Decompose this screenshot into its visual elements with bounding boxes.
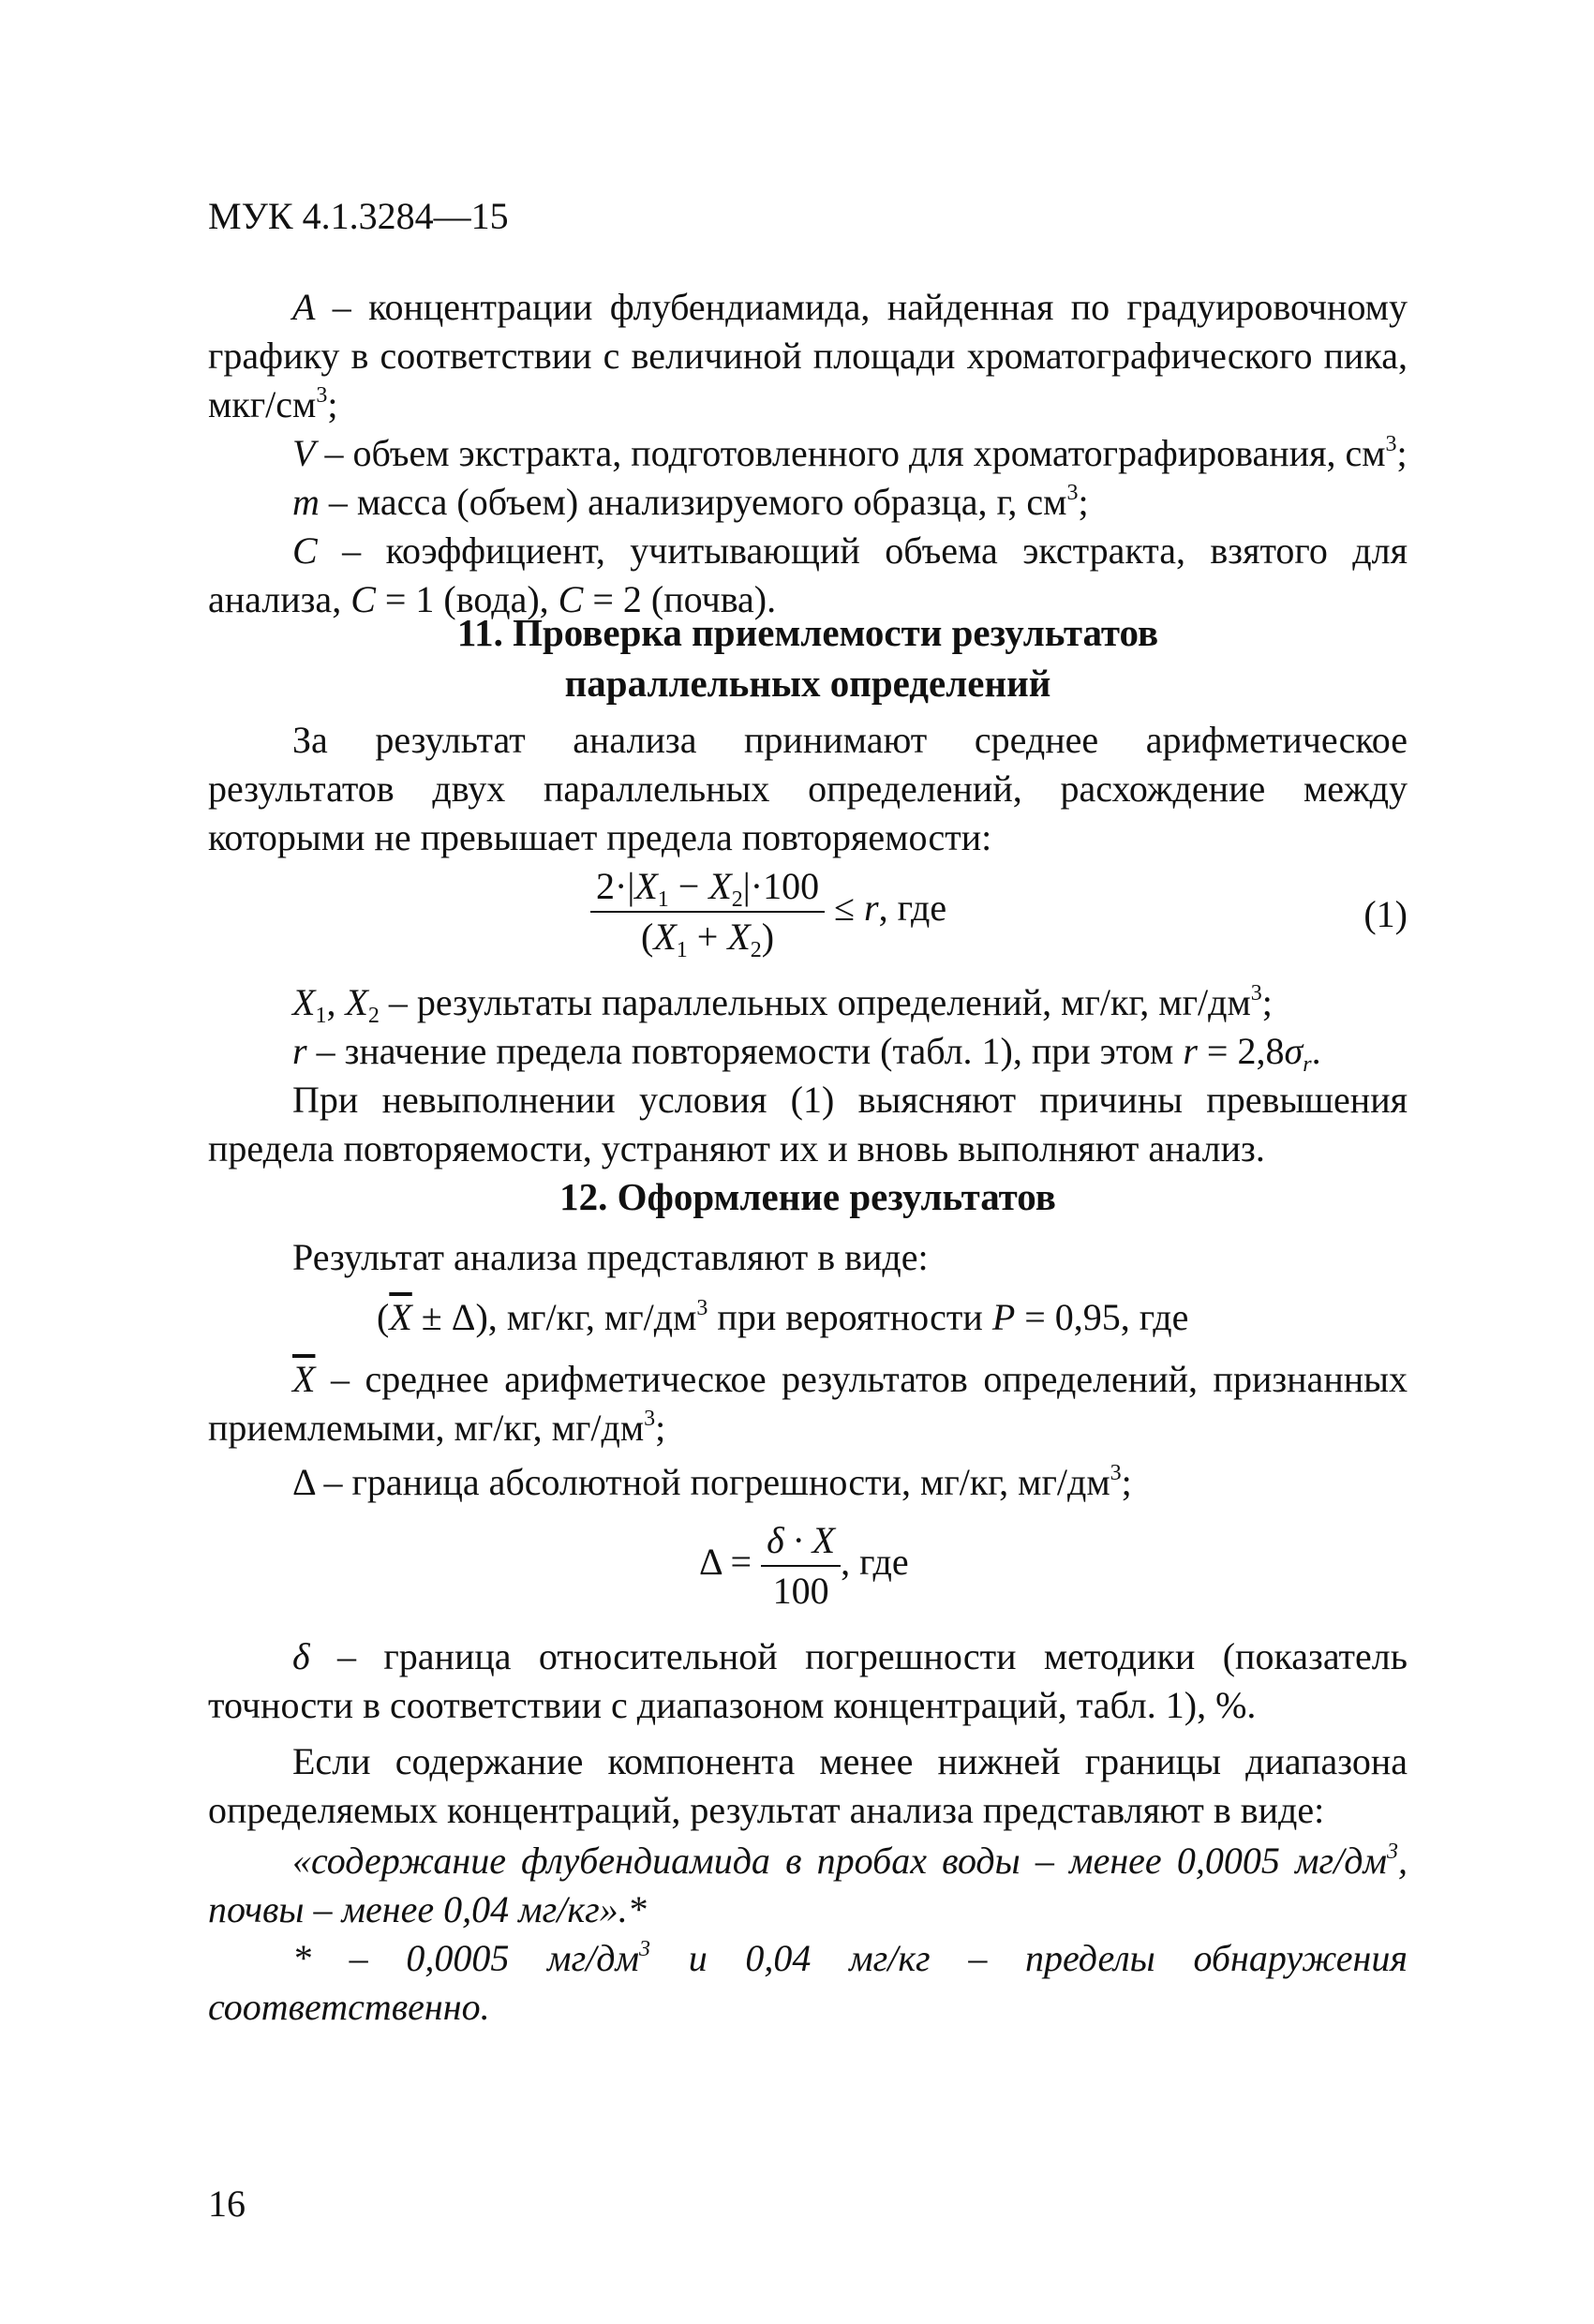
definition-delta: Δ – граница абсолютной погрешности, мг/кг, $мг/дм^3$; <box>292 1461 1132 1503</box>
delta-formula-fraction: $\frac{\delta \cdot X}{100}$ <box>761 1516 841 1616</box>
definition-v: V – объем экстракта, подготовленного для хроматографирования, $см^3$; <box>292 432 1408 474</box>
formula-1-number: (1) <box>1363 893 1408 935</box>
footnote: * – 0,0005 $мг/дм^3$ и 0,04 мг/кг – пределы обнаружения соответственно. <box>208 1937 1408 2028</box>
section-12 <box>208 1171 1408 2032</box>
result-quote: «содержание флубендиамида в пробах воды – менее 0,0005 $мг/дм^3$, почвы – менее 0,04 мг/кг».* <box>208 1840 1408 1930</box>
definition-xbar: $\overline{X}$ – среднее арифметическое результатов определений, признанных приемлемыми, мг/кг, $мг/дм^3$; <box>208 1358 1408 1449</box>
definition-a: A – концентрации флубендиамида, найденная по градуировочному графику в соответствии с величиной площади хроматографического пика, мкг/$см^3$; <box>208 286 1408 425</box>
doc-header <box>208 192 1408 241</box>
section-12-paragraph: Результат анализа представляют в виде: <box>292 1236 929 1278</box>
section-11-paragraph-2: При невыполнении условия (1) выясняют причины превышения предела повторяемости, устраняют их и вновь выполняют анализ. <box>208 1079 1408 1169</box>
document-page <box>208 0 1408 2324</box>
section-12-paragraph-2: Если содержание компонента менее нижней границы диапазона определяемых концентраций, результат анализа представляют в виде: <box>208 1740 1408 1831</box>
definition-x1-x2: $X_1$, $X_2$ – результаты параллельных определений, мг/кг, $мг/дм^3$; <box>292 981 1273 1028</box>
page-number: 16 <box>208 2182 246 2225</box>
section-11-paragraph: За результат анализа принимают среднее арифметическое результатов двух параллельных определений, расхождение между которыми не превышает предела повторяемости: <box>208 719 1408 858</box>
definitions-top <box>208 283 1408 624</box>
section-11-title-line2: параллельных определений <box>564 662 1051 705</box>
section-11-title-line1: 11. Проверка приемлемости результатов <box>456 611 1159 654</box>
doc-code: МУК 4.1.3284—15 <box>208 195 509 237</box>
formula-1-fraction <box>590 862 825 961</box>
page-footer <box>208 2180 1408 2228</box>
definition-r: r – значение предела повторяемости (табл. 1), при этом $r = 2,8\sigma_r$. <box>292 1030 1321 1077</box>
formula-1-denominator: $(X_1 + X_2)$ <box>590 911 825 961</box>
section-12-title: 12. Оформление результатов <box>559 1175 1056 1218</box>
formula-1-body: $\frac{2\cdot|X_1 - X_2|\cdot 100}{(X_1 + X_2)}$ ≤ r, где <box>590 862 946 961</box>
definition-delta-relative: δ – граница относительной погрешности методики (показатель точности в соответствии с диапазоном концентраций, табл. 1), %. <box>208 1635 1408 1726</box>
delta-formula: Δ = $\frac{\delta \cdot X}{100}$ , где <box>208 1512 1408 1623</box>
result-expression: $(\overline{X} \pm \Delta)$, мг/кг, $мг/дм^3$ при вероятности P = 0,95, где <box>377 1296 1189 1338</box>
formula-1-numerator: $2\cdot|X_1 - X_2|\cdot 100$ <box>596 865 820 912</box>
section-11 <box>208 607 1408 1173</box>
definition-c: C – коэффициент, учитывающий объема экстракта, взятого для анализа, C = 1 (вода), C = 2 (почва). <box>208 529 1408 620</box>
definition-m: m – масса (объем) анализируемого образца, г, $см^3$; <box>292 481 1089 523</box>
formula-1 <box>208 862 1408 975</box>
